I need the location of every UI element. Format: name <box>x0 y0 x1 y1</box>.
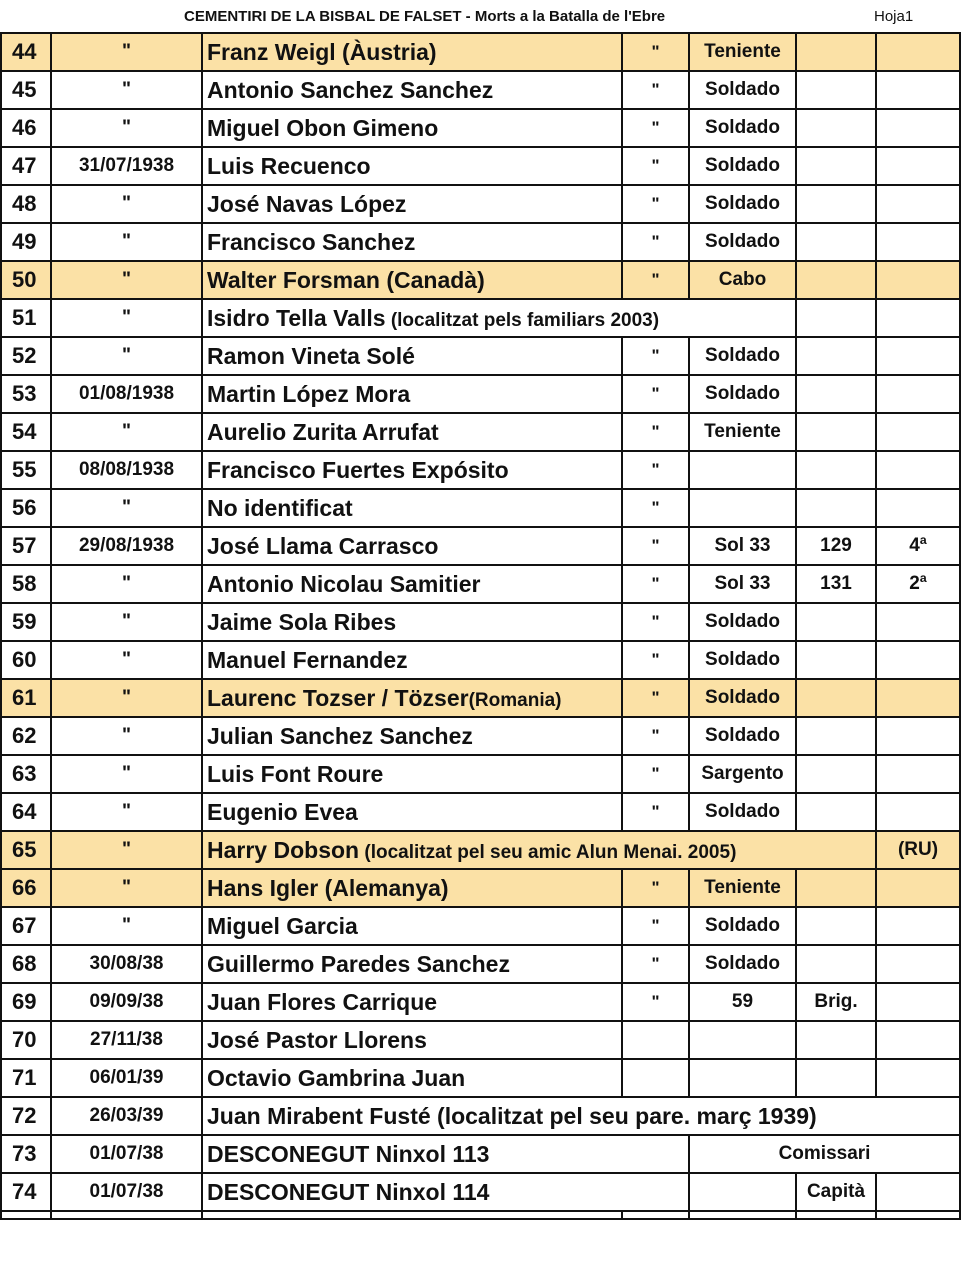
ditto-cell: " <box>622 337 689 375</box>
table-row <box>1 375 960 413</box>
row-number: 47 <box>1 147 51 185</box>
col7-cell <box>876 679 960 717</box>
date-cell: " <box>51 71 202 109</box>
row-number: 44 <box>1 33 51 71</box>
col7-cell <box>876 793 960 831</box>
date-cell: " <box>51 489 202 527</box>
date-cell: " <box>51 261 202 299</box>
rank-cell <box>689 489 796 527</box>
table-row <box>1 1211 960 1219</box>
date-cell: " <box>51 185 202 223</box>
col6-cell <box>796 185 876 223</box>
name-cell: Ramon Vineta Solé <box>202 337 622 375</box>
name-cell: Octavio Gambrina Juan <box>202 1059 622 1097</box>
row-number: 66 <box>1 869 51 907</box>
ditto-cell: " <box>622 945 689 983</box>
col6-cell <box>796 489 876 527</box>
table-row <box>1 565 960 603</box>
name-cell: Miguel Garcia <box>202 907 622 945</box>
row-number: 52 <box>1 337 51 375</box>
date-cell: " <box>51 717 202 755</box>
note-text: (localitzat pels familiars 2003) <box>385 309 660 331</box>
table-row <box>1 907 960 945</box>
rank-cell: Sargento <box>689 755 796 793</box>
rank-cell: Soldado <box>689 603 796 641</box>
rank-cell: Teniente <box>689 869 796 907</box>
col6-cell <box>796 413 876 451</box>
name-cell: Miguel Obon Gimeno <box>202 109 622 147</box>
row-number: 69 <box>1 983 51 1021</box>
name-cell: DESCONEGUT Ninxol 113 <box>202 1135 689 1173</box>
table-row <box>1 1021 960 1059</box>
row-number: 74 <box>1 1173 51 1211</box>
ditto-cell: " <box>622 717 689 755</box>
row-number: 67 <box>1 907 51 945</box>
ditto-cell <box>622 1021 689 1059</box>
date-cell: 31/07/1938 <box>51 147 202 185</box>
table-row <box>1 1173 960 1211</box>
col6-cell <box>796 603 876 641</box>
col6-cell <box>796 1021 876 1059</box>
col6-cell <box>796 1059 876 1097</box>
col7-cell: 2ª <box>876 565 960 603</box>
name-cell: Antonio Sanchez Sanchez <box>202 71 622 109</box>
table-row <box>1 147 960 185</box>
rank-cell: Cabo <box>689 261 796 299</box>
col6-cell <box>796 337 876 375</box>
rank-cell: Soldado <box>689 147 796 185</box>
row-number: 62 <box>1 717 51 755</box>
name-cell: Manuel Fernandez <box>202 641 622 679</box>
col6-cell <box>796 793 876 831</box>
name-cell: Guillermo Paredes Sanchez <box>202 945 622 983</box>
empty-cell <box>202 1211 622 1219</box>
ditto-cell: " <box>622 413 689 451</box>
ditto-cell: " <box>622 603 689 641</box>
date-cell: 09/09/38 <box>51 983 202 1021</box>
rank-cell: Sol 33 <box>689 565 796 603</box>
date-cell: " <box>51 755 202 793</box>
col7-cell <box>876 147 960 185</box>
name-cell: Francisco Fuertes Expósito <box>202 451 622 489</box>
col7-cell <box>876 299 960 337</box>
col7-cell <box>876 33 960 71</box>
col7-cell <box>876 983 960 1021</box>
rank-cell: Soldado <box>689 185 796 223</box>
col6-cell <box>796 869 876 907</box>
row-number: 53 <box>1 375 51 413</box>
row-number: 72 <box>1 1097 51 1135</box>
col6-cell <box>796 261 876 299</box>
col7-cell <box>876 717 960 755</box>
table-row <box>1 223 960 261</box>
ditto-cell: " <box>622 375 689 413</box>
col7-cell <box>876 869 960 907</box>
rank-cell: Soldado <box>689 907 796 945</box>
col6-cell: Brig. <box>796 983 876 1021</box>
col7-cell <box>876 413 960 451</box>
table-row <box>1 755 960 793</box>
rank-cell: Soldado <box>689 641 796 679</box>
table-row <box>1 831 960 869</box>
row-number: 59 <box>1 603 51 641</box>
ditto-cell: " <box>622 71 689 109</box>
date-cell: " <box>51 565 202 603</box>
name-cell: Francisco Sanchez <box>202 223 622 261</box>
row-number: 57 <box>1 527 51 565</box>
date-cell: 08/08/1938 <box>51 451 202 489</box>
table-row <box>1 299 960 337</box>
empty-cell <box>796 1211 876 1219</box>
name-cell: Juan Flores Carrique <box>202 983 622 1021</box>
rank-cell <box>689 1173 796 1211</box>
table-row <box>1 679 960 717</box>
date-cell: " <box>51 679 202 717</box>
name-cell: José Pastor Llorens <box>202 1021 622 1059</box>
table-row <box>1 945 960 983</box>
row-number: 60 <box>1 641 51 679</box>
rank-cell: 59 <box>689 983 796 1021</box>
name-cell: Walter Forsman (Canadà) <box>202 261 622 299</box>
row-number: 56 <box>1 489 51 527</box>
date-cell: " <box>51 869 202 907</box>
rank-cell: Teniente <box>689 33 796 71</box>
name-cell <box>202 299 796 337</box>
table-row <box>1 983 960 1021</box>
name-cell: Juan Mirabent Fusté (localitzat pel seu pare. març 1939) <box>202 1097 960 1135</box>
table-row <box>1 527 960 565</box>
col6-cell: 129 <box>796 527 876 565</box>
col7-cell <box>876 489 960 527</box>
row-number: 58 <box>1 565 51 603</box>
date-cell: 26/03/39 <box>51 1097 202 1135</box>
name-cell: Eugenio Evea <box>202 793 622 831</box>
rank-cell: Comissari <box>689 1135 960 1173</box>
sheet-name: Hoja1 <box>874 8 914 25</box>
ditto-cell: " <box>622 869 689 907</box>
page-title: CEMENTIRI DE LA BISBAL DE FALSET - Morts a la Batalla de l'Ebre <box>184 8 666 25</box>
ditto-cell: " <box>622 527 689 565</box>
col6-cell <box>796 451 876 489</box>
name-cell: Antonio Nicolau Samitier <box>202 565 622 603</box>
date-cell: " <box>51 907 202 945</box>
ditto-cell: " <box>622 755 689 793</box>
col6-cell <box>796 223 876 261</box>
empty-cell <box>622 1211 689 1219</box>
name-text: Laurenc Tozser / Tözser <box>207 684 469 711</box>
table-row <box>1 1059 960 1097</box>
date-cell: " <box>51 109 202 147</box>
name-cell: José Navas López <box>202 185 622 223</box>
name-cell: Aurelio Zurita Arrufat <box>202 413 622 451</box>
date-cell: " <box>51 337 202 375</box>
ditto-cell: " <box>622 261 689 299</box>
col7-cell <box>876 375 960 413</box>
row-number: 63 <box>1 755 51 793</box>
row-number: 68 <box>1 945 51 983</box>
rank-cell: Soldado <box>689 337 796 375</box>
name-cell: Hans Igler (Alemanya) <box>202 869 622 907</box>
col6-cell <box>796 299 876 337</box>
row-number: 71 <box>1 1059 51 1097</box>
col7-cell: 4ª <box>876 527 960 565</box>
ditto-cell: " <box>622 641 689 679</box>
table-row <box>1 869 960 907</box>
table-row <box>1 33 960 71</box>
ditto-cell: " <box>622 451 689 489</box>
table-row <box>1 489 960 527</box>
date-cell: " <box>51 33 202 71</box>
col6-cell <box>796 375 876 413</box>
date-cell: 01/08/1938 <box>51 375 202 413</box>
row-number: 45 <box>1 71 51 109</box>
rank-cell: Sol 33 <box>689 527 796 565</box>
ditto-cell: " <box>622 185 689 223</box>
table-row <box>1 603 960 641</box>
col6-cell: 131 <box>796 565 876 603</box>
col6-cell <box>796 109 876 147</box>
row-number: 50 <box>1 261 51 299</box>
burial-table <box>0 32 961 1220</box>
col7-cell <box>876 223 960 261</box>
date-cell: " <box>51 603 202 641</box>
rank-cell: Soldado <box>689 945 796 983</box>
sheet-header <box>0 0 963 32</box>
row-number: 65 <box>1 831 51 869</box>
col6-cell <box>796 71 876 109</box>
col7-cell <box>876 451 960 489</box>
table-row <box>1 1135 960 1173</box>
col6-cell <box>796 33 876 71</box>
empty-cell <box>1 1211 51 1219</box>
ditto-cell: " <box>622 147 689 185</box>
col7-cell <box>876 1173 960 1211</box>
rank-cell: Soldado <box>689 679 796 717</box>
col7-cell <box>876 261 960 299</box>
empty-cell <box>51 1211 202 1219</box>
col6-cell <box>796 641 876 679</box>
col7-cell <box>876 945 960 983</box>
ditto-cell: " <box>622 565 689 603</box>
ditto-cell: " <box>622 33 689 71</box>
row-number: 70 <box>1 1021 51 1059</box>
col6-cell <box>796 755 876 793</box>
row-number: 49 <box>1 223 51 261</box>
table-row <box>1 451 960 489</box>
date-cell: " <box>51 223 202 261</box>
row-number: 54 <box>1 413 51 451</box>
ditto-cell: " <box>622 223 689 261</box>
note-text: (localitzat pel seu amic Alun Menai. 2005) <box>359 841 737 863</box>
rank-cell <box>689 1021 796 1059</box>
row-number: 51 <box>1 299 51 337</box>
ditto-cell: " <box>622 983 689 1021</box>
rank-cell: Soldado <box>689 793 796 831</box>
rank-cell: Soldado <box>689 71 796 109</box>
col7-cell <box>876 907 960 945</box>
table-row <box>1 413 960 451</box>
ditto-cell: " <box>622 907 689 945</box>
name-cell: No identificat <box>202 489 622 527</box>
rank-cell <box>689 1059 796 1097</box>
col6-cell <box>796 945 876 983</box>
col7-cell: (RU) <box>876 831 960 869</box>
date-cell: " <box>51 413 202 451</box>
col7-cell <box>876 337 960 375</box>
date-cell: 01/07/38 <box>51 1173 202 1211</box>
date-cell: " <box>51 299 202 337</box>
name-cell: Luis Font Roure <box>202 755 622 793</box>
rank-cell: Teniente <box>689 413 796 451</box>
ditto-cell: " <box>622 793 689 831</box>
row-number: 61 <box>1 679 51 717</box>
date-cell: " <box>51 793 202 831</box>
table-row <box>1 261 960 299</box>
name-cell: Julian Sanchez Sanchez <box>202 717 622 755</box>
table-row <box>1 337 960 375</box>
empty-cell <box>689 1211 796 1219</box>
col6-cell: Capità <box>796 1173 876 1211</box>
name-text: Isidro Tella Valls <box>207 304 386 331</box>
name-cell: DESCONEGUT Ninxol 114 <box>202 1173 689 1211</box>
col7-cell <box>876 109 960 147</box>
col7-cell <box>876 185 960 223</box>
table-row <box>1 1097 960 1135</box>
rank-cell <box>689 451 796 489</box>
row-number: 73 <box>1 1135 51 1173</box>
table-row <box>1 717 960 755</box>
col6-cell <box>796 907 876 945</box>
col7-cell <box>876 755 960 793</box>
col7-cell <box>876 641 960 679</box>
ditto-cell <box>622 1059 689 1097</box>
col6-cell <box>796 147 876 185</box>
rank-cell: Soldado <box>689 717 796 755</box>
name-cell: Martin López Mora <box>202 375 622 413</box>
date-cell: " <box>51 641 202 679</box>
col7-cell <box>876 1059 960 1097</box>
col6-cell <box>796 679 876 717</box>
rank-cell: Soldado <box>689 223 796 261</box>
date-cell: 27/11/38 <box>51 1021 202 1059</box>
date-cell: 06/01/39 <box>51 1059 202 1097</box>
rank-cell: Soldado <box>689 375 796 413</box>
date-cell: 30/08/38 <box>51 945 202 983</box>
note-text: (Romania) <box>468 689 562 711</box>
row-number: 46 <box>1 109 51 147</box>
row-number: 55 <box>1 451 51 489</box>
row-number: 48 <box>1 185 51 223</box>
table-row <box>1 109 960 147</box>
date-cell: " <box>51 831 202 869</box>
date-cell: 29/08/1938 <box>51 527 202 565</box>
table-row <box>1 793 960 831</box>
name-cell <box>202 679 622 717</box>
name-cell <box>202 831 876 869</box>
ditto-cell: " <box>622 109 689 147</box>
ditto-cell: " <box>622 679 689 717</box>
table-row <box>1 71 960 109</box>
col6-cell <box>796 717 876 755</box>
rank-cell: Soldado <box>689 109 796 147</box>
name-cell: Jaime Sola Ribes <box>202 603 622 641</box>
col7-cell <box>876 603 960 641</box>
name-text: Harry Dobson <box>207 836 360 863</box>
empty-cell <box>876 1211 960 1219</box>
name-cell: José Llama Carrasco <box>202 527 622 565</box>
date-cell: 01/07/38 <box>51 1135 202 1173</box>
table-row <box>1 641 960 679</box>
name-cell: Franz Weigl (Àustria) <box>202 33 622 71</box>
row-number: 64 <box>1 793 51 831</box>
name-cell: Luis Recuenco <box>202 147 622 185</box>
ditto-cell: " <box>622 489 689 527</box>
col7-cell <box>876 1021 960 1059</box>
table-row <box>1 185 960 223</box>
col7-cell <box>876 71 960 109</box>
